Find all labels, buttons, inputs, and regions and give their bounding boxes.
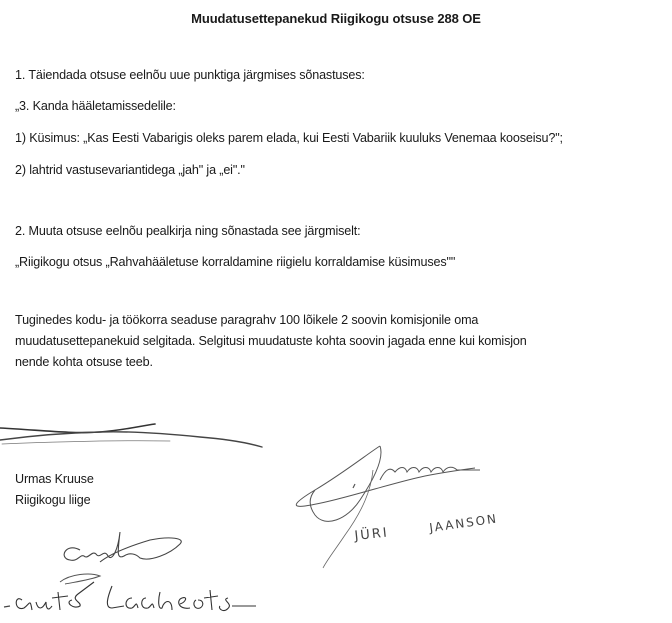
section1-item2: 2) lahtrid vastusevariantidega „jah" ja „ei"." [15, 163, 245, 177]
signatory-name: Urmas Kruuse [15, 472, 94, 486]
signature-ants-laaneots [0, 520, 280, 623]
document-title: Muudatusettepanekud Riigikogu otsuse 288 OE [191, 11, 481, 26]
signature-print-juri: JÜRI [353, 525, 390, 544]
section1-item1: 1) Küsimus: „Kas Eesti Vabarigis oleks parem elada, kui Eesti Vabariik kuuluks Venemaa kooseisu?"; [15, 131, 563, 145]
explanation-paragraph [15, 310, 635, 373]
signature-urmas-kruuse [0, 420, 270, 460]
signature-print-jaanson: JAANSON [428, 511, 499, 535]
section2-new-title: „Riigikogu otsus „Rahvahääletuse korraldamine riigielu korraldamise küsimuses"" [15, 255, 456, 269]
section2-heading: 2. Muuta otsuse eelnõu pealkirja ning sõnastada see järgmiselt: [15, 224, 361, 238]
section1-quote-intro: „3. Kanda hääletamissedelile: [15, 99, 176, 113]
section1-heading: 1. Täiendada otsuse eelnõu uue punktiga järgmises sõnastuses: [15, 68, 365, 82]
signature-juri-jaanson [285, 440, 565, 570]
explanation-line: nende kohta otsuse teeb. [15, 355, 153, 369]
explanation-line: Tuginedes kodu- ja töökorra seaduse paragrahv 100 lõikele 2 soovin komisjonile oma [15, 313, 479, 327]
explanation-line: muudatusettepanekuid selgitada. Selgitusi muudatuste kohta soovin jagada enne kui komisjon [15, 334, 527, 348]
signatory-role: Riigikogu liige [15, 493, 91, 507]
